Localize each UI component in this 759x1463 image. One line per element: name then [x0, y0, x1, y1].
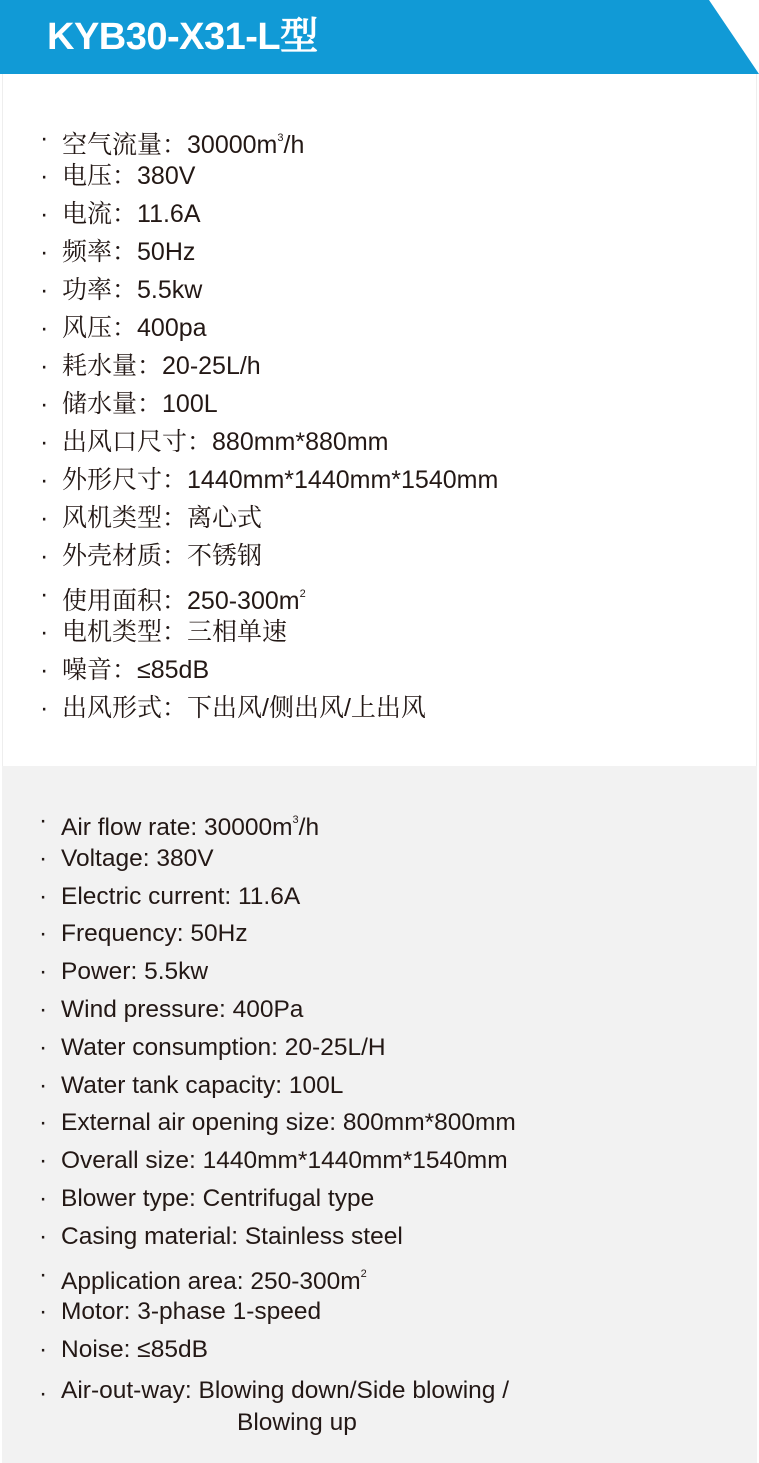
- spec-label: Overall size:: [61, 1147, 203, 1175]
- spec-item: [39, 1331, 516, 1369]
- spec-value: 1440mm*1440mm*1540mm: [202, 1147, 508, 1175]
- bullet-dot: ·: [40, 124, 49, 152]
- bullet-dot: ·: [39, 882, 48, 910]
- page-title: KYB30-X31-L型: [47, 16, 318, 58]
- spec-superscript: 3: [292, 814, 299, 826]
- title-banner: [0, 0, 759, 74]
- spec-suffix: /h: [298, 814, 320, 841]
- spec-label: Water consumption:: [61, 1033, 285, 1061]
- spec-label: Air-out-way:: [61, 1376, 199, 1404]
- spec-label: Casing material:: [61, 1222, 245, 1250]
- spec-value: 250-300m: [187, 587, 300, 615]
- spec-value: 1440mm*1440mm*1540mm: [187, 466, 499, 494]
- spec-value: Stainless steel: [244, 1222, 403, 1250]
- spec-item: [39, 915, 516, 953]
- spec-label: 外壳材质：: [62, 542, 188, 570]
- spec-value: 400pa: [137, 314, 207, 342]
- spec-item: [39, 953, 516, 991]
- bullet-dot: ·: [40, 694, 49, 722]
- spec-value: 离心式: [187, 504, 263, 532]
- bullet-dot: ·: [39, 1147, 48, 1175]
- spec-item: [39, 878, 516, 916]
- bullet-dot: ·: [40, 238, 49, 266]
- bullet-dot: ·: [40, 352, 49, 380]
- spec-item: [40, 195, 498, 233]
- spec-label: Application area:: [61, 1267, 251, 1295]
- spec-value: 30000m: [187, 131, 278, 159]
- spec-item: [39, 1293, 516, 1331]
- bullet-dot: ·: [40, 504, 49, 532]
- spec-value: 250-300m: [250, 1267, 361, 1295]
- spec-value: 380V: [137, 162, 196, 190]
- spec-value: 11.6A: [238, 882, 301, 910]
- bullet-dot: ·: [40, 580, 49, 608]
- chinese-spec-list: [40, 119, 498, 727]
- spec-suffix: /h: [283, 131, 305, 159]
- spec-label: External air opening size:: [61, 1109, 343, 1137]
- spec-item: [39, 991, 516, 1029]
- spec-value: 下出风/侧出风/上出风: [187, 694, 426, 722]
- bullet-dot: ·: [40, 656, 49, 684]
- spec-item: [40, 537, 498, 575]
- bullet-dot: ·: [39, 958, 48, 986]
- bullet-dot: ·: [40, 428, 49, 456]
- spec-value: 100L: [288, 1071, 344, 1099]
- spec-value: 11.6A: [137, 200, 201, 228]
- spec-item-air-out-way: [39, 1375, 516, 1439]
- spec-label: 频率：: [62, 238, 138, 266]
- bullet-dot: ·: [39, 844, 48, 872]
- spec-value: 5.5kw: [137, 276, 203, 304]
- spec-item: [40, 499, 498, 537]
- spec-value: Centrifugal type: [202, 1184, 375, 1212]
- spec-item: [39, 1029, 516, 1067]
- bullet-dot: ·: [40, 466, 49, 494]
- spec-label: Motor:: [61, 1298, 138, 1326]
- spec-label: 空气流量：: [62, 131, 188, 159]
- spec-item: [39, 1256, 516, 1294]
- spec-label: 电压：: [62, 162, 138, 190]
- spec-label: Frequency:: [61, 920, 191, 948]
- spec-label: 风压：: [62, 314, 138, 342]
- spec-item: [40, 157, 498, 195]
- spec-item: [40, 271, 498, 309]
- spec-label: 风机类型：: [62, 504, 188, 532]
- spec-item: [40, 613, 498, 651]
- spec-label: 储水量：: [62, 390, 163, 418]
- bullet-dot: ·: [39, 1109, 48, 1137]
- spec-value: Blowing down/Side blowing /: [198, 1376, 510, 1404]
- spec-label: Air flow rate:: [61, 814, 204, 841]
- bullet-dot: ·: [39, 1033, 48, 1061]
- spec-label: 电机类型：: [62, 618, 188, 646]
- spec-item: [40, 461, 498, 499]
- bullet-dot: ·: [40, 276, 49, 304]
- spec-item: [40, 233, 498, 271]
- english-spec-list: [39, 802, 516, 1439]
- spec-item: [40, 651, 498, 689]
- spec-value: 400Pa: [232, 995, 304, 1023]
- spec-item: [39, 1218, 516, 1256]
- air-out-way-line-2: Blowing up: [237, 1408, 357, 1436]
- spec-item: [39, 1142, 516, 1180]
- bullet-dot: ·: [39, 995, 48, 1023]
- spec-label: 功率：: [62, 276, 138, 304]
- bullet-dot: ·: [40, 618, 49, 646]
- spec-value: 880mm*880mm: [212, 428, 389, 456]
- bullet-dot: ·: [39, 1184, 48, 1212]
- spec-superscript: 3: [277, 132, 284, 144]
- spec-value: 5.5kw: [144, 958, 209, 986]
- spec-item: [40, 347, 498, 385]
- spec-item: [39, 1180, 516, 1218]
- bullet-dot: ·: [40, 390, 49, 418]
- bullet-dot: ·: [39, 807, 48, 834]
- spec-item: [40, 385, 498, 423]
- spec-label: Power:: [61, 958, 145, 986]
- spec-label: 出风口尺寸：: [62, 428, 213, 456]
- spec-value: 20-25L/H: [284, 1033, 386, 1061]
- spec-label: 出风形式：: [62, 694, 188, 722]
- bullet-dot: ·: [40, 542, 49, 570]
- spec-value: ≤85dB: [137, 1336, 208, 1364]
- spec-label: 外形尺寸：: [62, 466, 188, 494]
- spec-label: 使用面积：: [62, 587, 188, 615]
- spec-item: [40, 575, 498, 613]
- chinese-spec-section: [2, 74, 757, 766]
- bullet-dot: ·: [40, 314, 49, 342]
- spec-value: 100L: [162, 390, 218, 418]
- spec-item: [39, 1067, 516, 1105]
- spec-superscript: 2: [360, 1267, 367, 1280]
- bullet-dot: ·: [40, 200, 49, 228]
- spec-value: 20-25L/h: [162, 352, 261, 380]
- spec-item: [40, 423, 498, 461]
- spec-label: Blower type:: [61, 1184, 203, 1212]
- spec-item: [40, 309, 498, 347]
- spec-item: [40, 119, 498, 157]
- spec-item: [40, 689, 498, 727]
- bullet-dot: ·: [39, 1379, 48, 1407]
- spec-value: ≤85dB: [137, 656, 210, 684]
- bullet-dot: ·: [39, 1071, 48, 1099]
- bullet-dot: ·: [39, 1260, 48, 1288]
- bullet-dot: ·: [39, 920, 48, 948]
- spec-label: 噪音：: [62, 656, 138, 684]
- spec-label: 耗水量：: [62, 352, 163, 380]
- spec-label: Electric current:: [61, 882, 238, 910]
- spec-label: Wind pressure:: [61, 995, 233, 1023]
- bullet-dot: ·: [40, 162, 49, 190]
- spec-value: 800mm*800mm: [342, 1109, 516, 1137]
- spec-value: 不锈钢: [187, 542, 263, 570]
- spec-value: 30000m: [203, 814, 293, 841]
- spec-label: Noise:: [61, 1336, 138, 1364]
- bullet-dot: ·: [39, 1298, 48, 1326]
- spec-item: [39, 1104, 516, 1142]
- spec-item: [39, 840, 516, 878]
- spec-value: 3-phase 1-speed: [137, 1298, 322, 1326]
- spec-superscript: 2: [299, 588, 306, 600]
- spec-label: Water tank capacity:: [61, 1071, 289, 1099]
- air-out-way-line-1: [61, 1375, 516, 1407]
- spec-label: Voltage:: [61, 844, 157, 872]
- spec-value: 50Hz: [137, 238, 196, 266]
- spec-value: 380V: [156, 844, 214, 872]
- spec-item: [39, 802, 516, 840]
- spec-value: 50Hz: [190, 920, 248, 948]
- bullet-dot: ·: [39, 1336, 48, 1364]
- spec-label: 电流：: [62, 200, 138, 228]
- spec-value: 三相单速: [187, 618, 288, 646]
- english-spec-section: [2, 766, 757, 1463]
- bullet-dot: ·: [39, 1222, 48, 1250]
